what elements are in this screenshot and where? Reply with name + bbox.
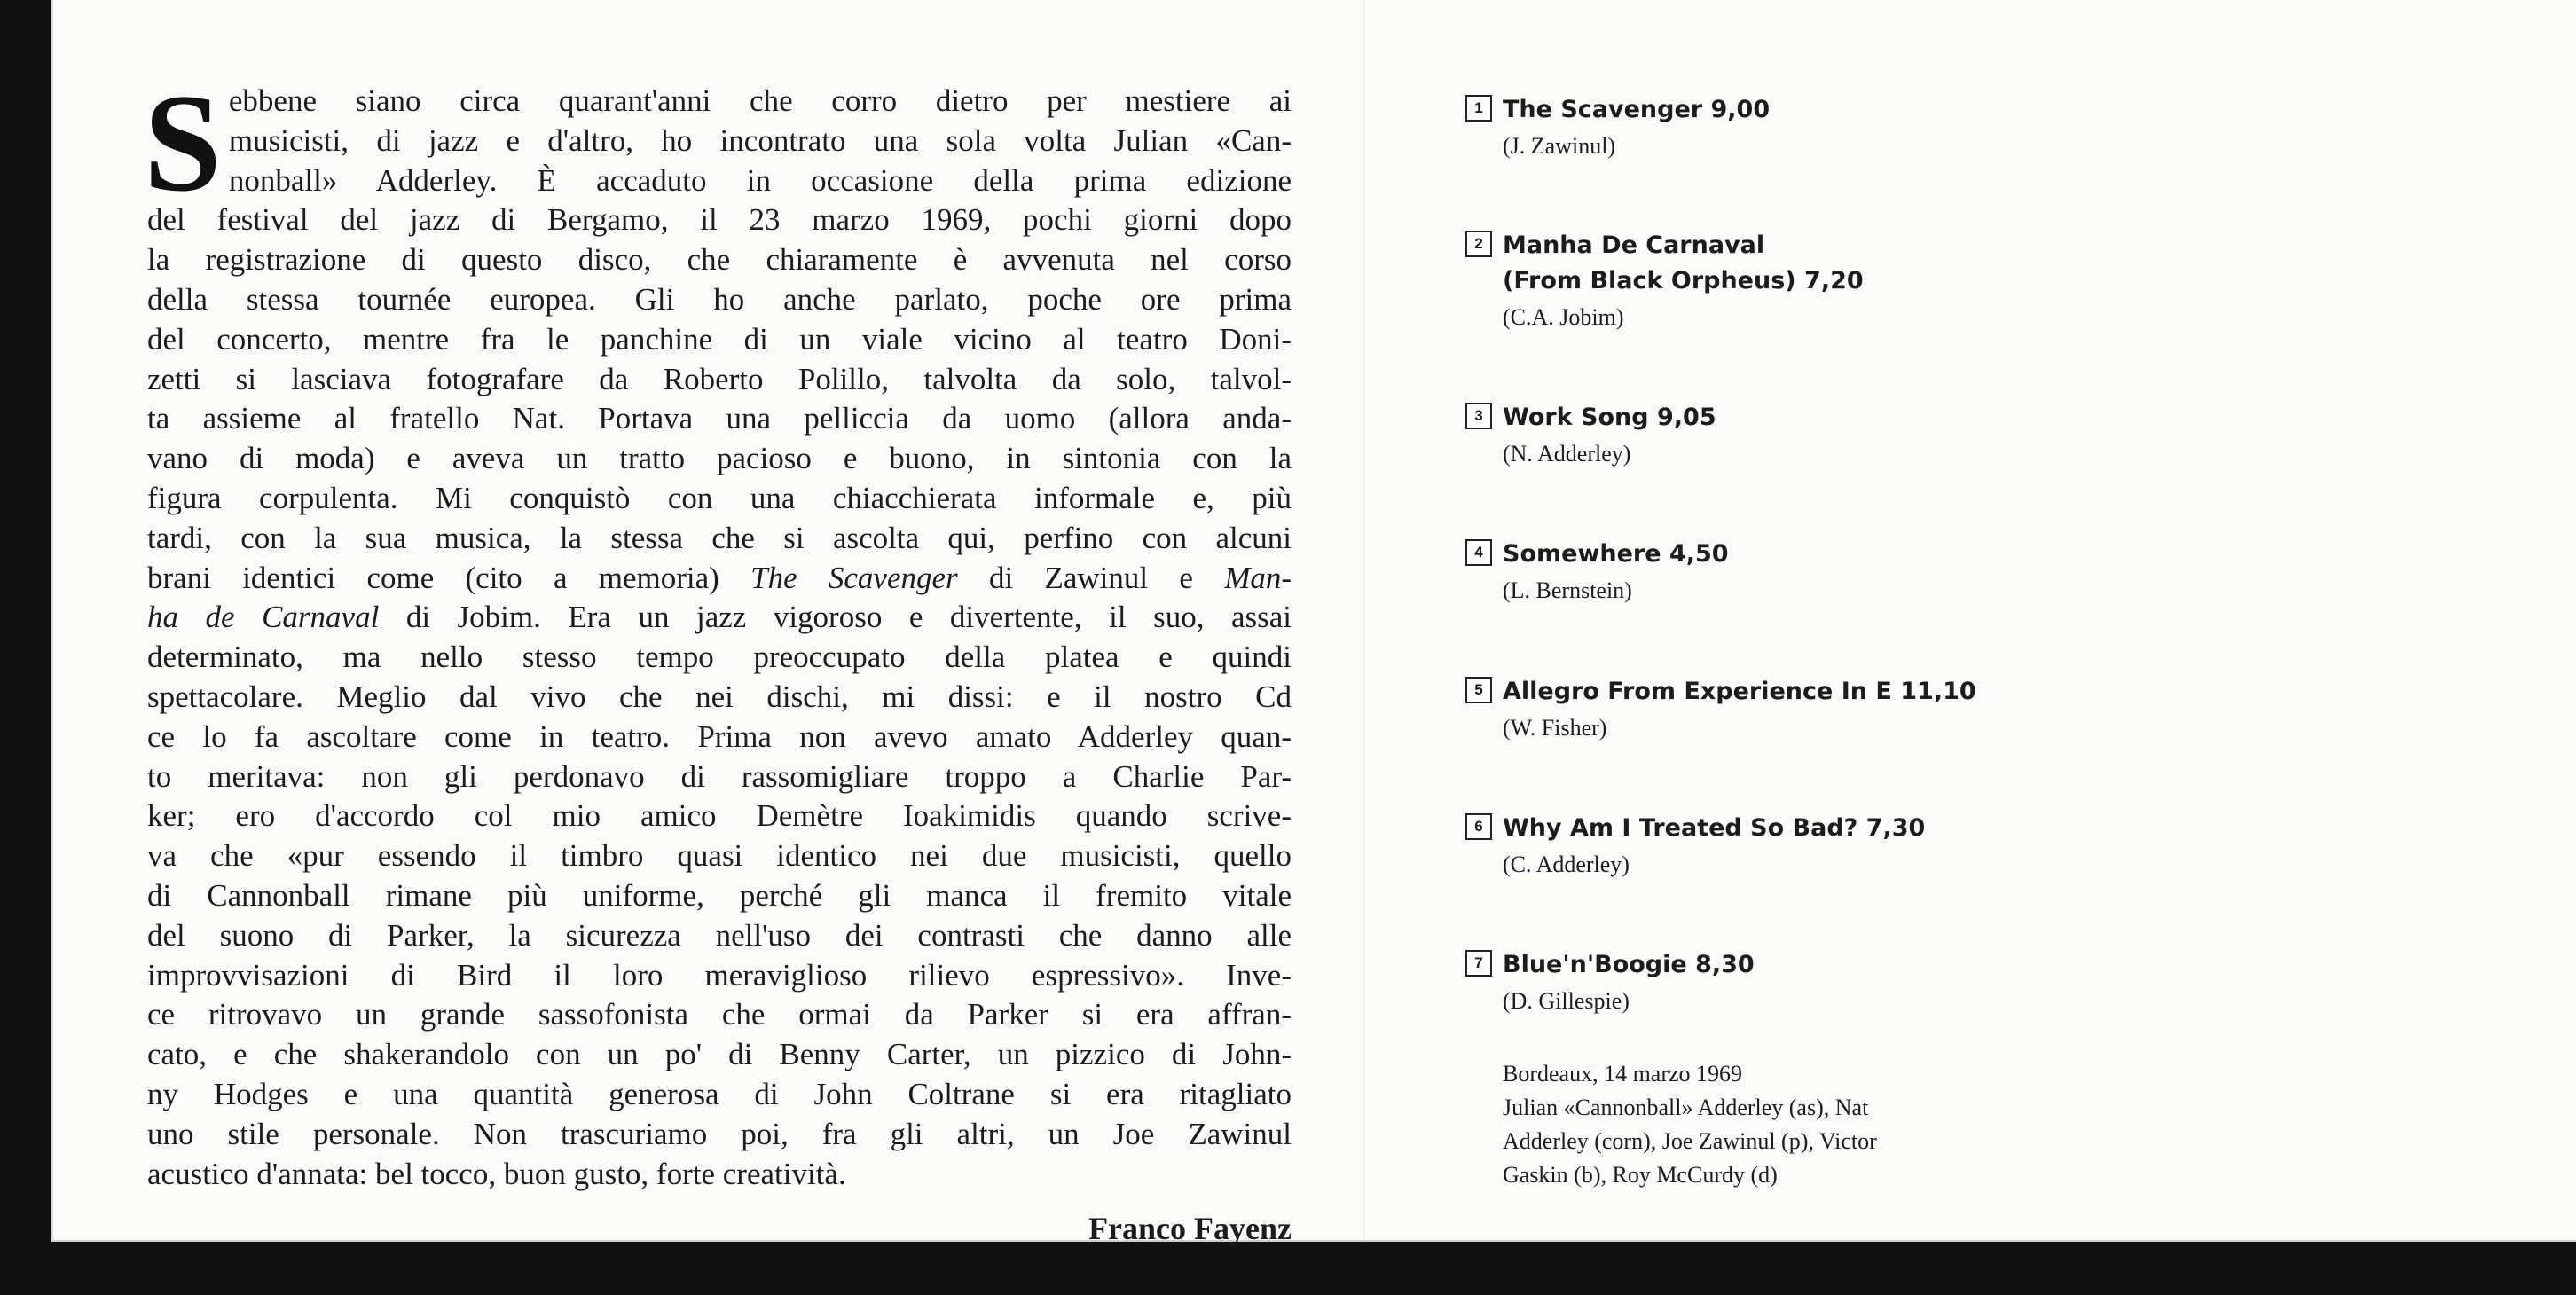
title-reference-manha: Man-: [1224, 560, 1292, 595]
track-number: 2: [1465, 231, 1492, 257]
track-title: The Scavenger 9,00: [1503, 96, 1771, 123]
essay-line: to meritava: non gli perdonavo di rassomigliare troppo a Charlie Par-: [147, 758, 1292, 794]
track-composer: (C.A. Jobim): [1503, 304, 1624, 330]
essay-line: del concerto, mentre fra le panchine di un viale vicino al teatro Doni-: [147, 321, 1292, 357]
personnel-line: Adderley (corn), Joe Zawinul (p), Victor: [1503, 1128, 1877, 1154]
track-number: 6: [1465, 813, 1492, 840]
track-number: 1: [1465, 95, 1492, 122]
essay-line: cato, e che shakerandolo con un po' di Benny Carter, un pizzico di John-: [147, 1037, 1292, 1072]
track-title: Why Am I Treated So Bad? 7,30: [1503, 814, 1926, 842]
track-item: [1465, 674, 2530, 743]
essay-line: uno stile personale. Non trascuriamo poi, fra gli altri, un Joe Zawinul: [147, 1116, 1292, 1151]
essay-line: figura corpulenta. Mi conquistò con una chiacchierata informale e, più: [147, 480, 1292, 515]
essay-line: ce lo fa ascoltare come in teatro. Prima non avevo amato Adderley quan-: [147, 718, 1292, 754]
essay-line: la registrazione di questo disco, che chiaramente è avvenuta nel corso: [147, 242, 1292, 278]
track-composer: (J. Zawinul): [1503, 133, 1616, 159]
booklet-scan: [51, 0, 2576, 1247]
personnel-line: Gaskin (b), Roy McCurdy (d): [1503, 1162, 1778, 1188]
essay-line: nonball» Adderley. È accaduto in occasione della prima edizione: [228, 162, 1292, 198]
essay-line: ebbene siano circa quarant'anni che corro dietro per mestiere ai: [228, 83, 1292, 118]
essay-line: va che «pur essendo il timbro quasi identico nei due musicisti, quello: [147, 838, 1292, 874]
track-item: [1465, 811, 2530, 880]
essay-line: acustico d'annata: bel tocco, buon gusto, forte creatività.: [147, 1156, 846, 1191]
track-number: 5: [1465, 677, 1492, 703]
track-title: Somewhere 4,50: [1503, 540, 1729, 568]
track-number: 3: [1465, 403, 1492, 429]
essay-line: vano di moda) e aveva un tratto pacioso e buono, in sintonia con la: [147, 441, 1292, 476]
essay-line: tardi, con la sua musica, la stessa che si ascolta qui, perfino con alcuni: [147, 520, 1292, 555]
track-title: Manha De Carnaval (From Black Orpheus) 7,20: [1503, 232, 1864, 294]
track-item: [1465, 947, 2530, 1016]
track-item: [1465, 228, 2530, 333]
essay-text: brani identici come (cito a memoria): [147, 560, 751, 595]
essay-line: spettacolare. Meglio dal vivo che nei dischi, mi dissi: e il nostro Cd: [147, 679, 1292, 714]
essay-line: ker; ero d'accordo col mio amico Demètre Ioakimidis quando scrive-: [147, 798, 1292, 834]
essay-line: del suono di Parker, la sicurezza nell'uso dei contrasti che danno alle: [147, 917, 1292, 953]
center-fold: [1363, 0, 1364, 1240]
essay-line: [147, 559, 1292, 599]
recording-place-date: Bordeaux, 14 marzo 1969: [1503, 1061, 1743, 1087]
track-composer: (D. Gillespie): [1503, 988, 1630, 1014]
liner-notes-essay: [144, 66, 1292, 1194]
track-number: 7: [1465, 950, 1492, 977]
title-reference-manha-cont: ha de Carnaval: [147, 600, 380, 635]
recording-credits: [1503, 1057, 2070, 1192]
essay-line: zetti si lasciava fotografare da Roberto Polillo, talvolta da solo, talvol-: [147, 361, 1292, 396]
personnel-line: Julian «Cannonball» Adderley (as), Nat: [1503, 1095, 1869, 1120]
essay-text: di Jobim. Era un jazz vigoroso e divertente, il suo, assai: [379, 600, 1292, 635]
essay-line: ta assieme al fratello Nat. Portava una pelliccia da uomo (allora anda-: [147, 401, 1292, 436]
author-signature: Franco Fayenz: [1088, 1211, 1292, 1247]
essay-text: di Zawinul e: [957, 560, 1225, 595]
track-item: [1465, 92, 2530, 161]
track-composer: (C. Adderley): [1503, 852, 1630, 877]
track-item: [1465, 400, 2530, 469]
track-title: Blue'n'Boogie 8,30: [1503, 951, 1755, 978]
essay-line: determinato, ma nello stesso tempo preoccupato della platea e quindi: [147, 640, 1292, 675]
essay-line: improvvisazioni di Bird il loro meraviglioso rilievo espressivo». Inve-: [147, 957, 1292, 993]
title-reference-scavenger: The Scavenger: [750, 560, 958, 595]
essay-line: di Cannonball rimane più uniforme, perché gli manca il fremito vitale: [147, 877, 1292, 913]
essay-line: ny Hodges e una quantità generosa di John Coltrane si era ritagliato: [147, 1076, 1292, 1111]
essay-line: ce ritrovavo un grande sassofonista che ormai da Parker si era affran-: [147, 997, 1292, 1032]
essay-line: [147, 598, 1292, 638]
essay-line: della stessa tournée europea. Gli ho anche parlato, poche ore prima: [147, 281, 1292, 317]
liner-notes-page: [144, 66, 1292, 1247]
track-number: 4: [1465, 539, 1492, 566]
drop-cap: S: [144, 66, 222, 221]
track-composer: (W. Fisher): [1503, 715, 1607, 741]
track-title: Allegro From Experience In E 11,10: [1503, 678, 1976, 705]
track-composer: (N. Adderley): [1503, 441, 1631, 467]
essay-line: musicisti, di jazz e d'altro, ho incontrato una sola volta Julian «Can-: [228, 122, 1292, 158]
track-title: Work Song 9,05: [1503, 404, 1716, 431]
track-item: [1465, 537, 2530, 606]
essay-line: del festival del jazz di Bergamo, il 23 marzo 1969, pochi giorni dopo: [147, 202, 1292, 238]
track-composer: (L. Bernstein): [1503, 577, 1632, 603]
